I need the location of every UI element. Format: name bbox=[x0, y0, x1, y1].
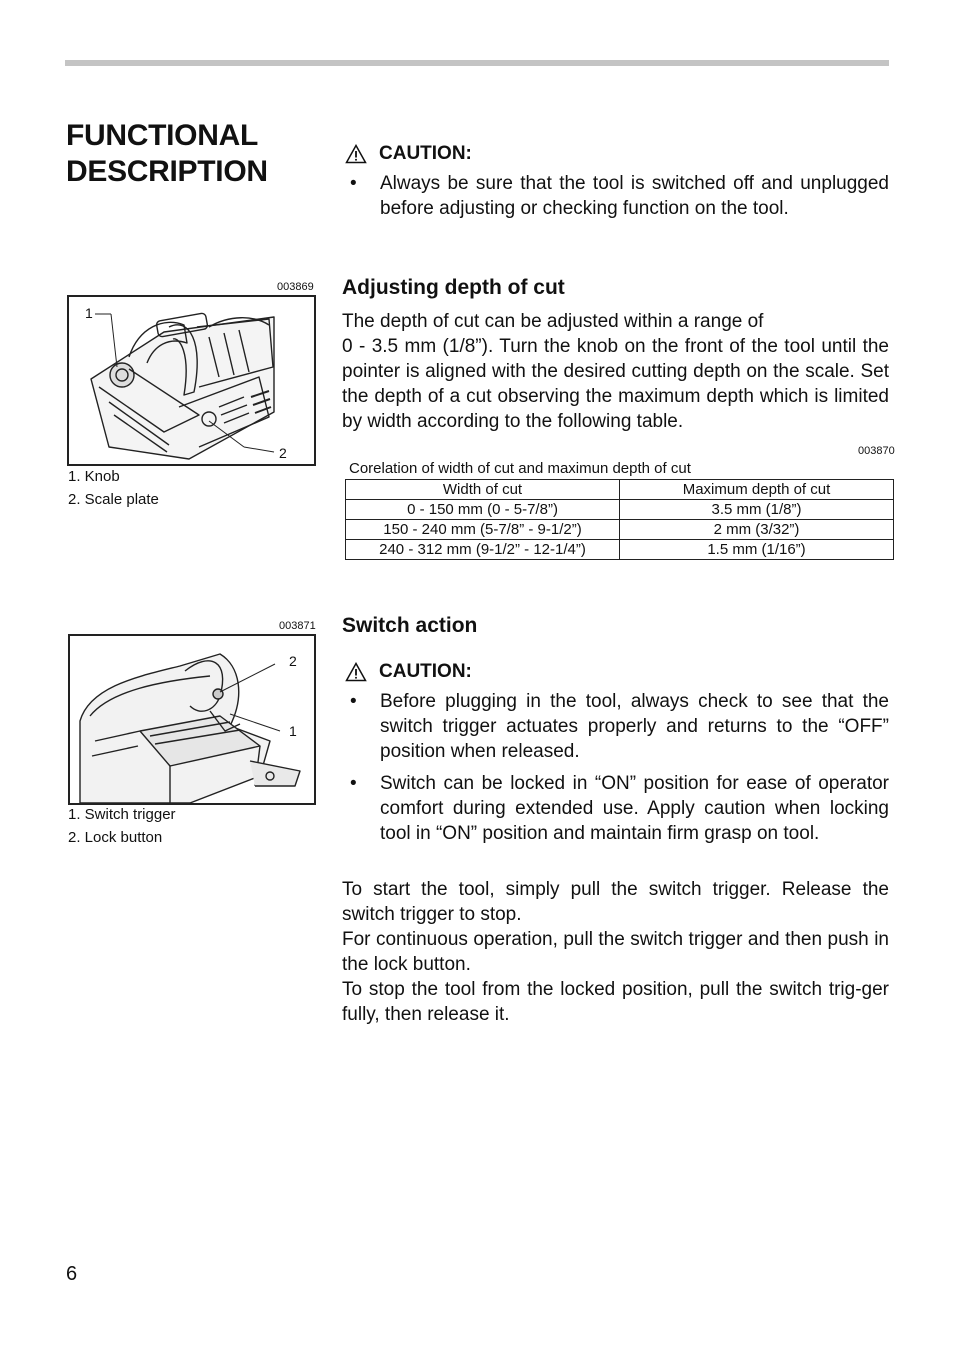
table-row bbox=[346, 500, 894, 520]
table-header-width: Width of cut bbox=[346, 480, 620, 500]
section-heading-depth: Adjusting depth of cut bbox=[342, 276, 565, 299]
figure-code: 003869 bbox=[277, 281, 314, 293]
warning-triangle-icon bbox=[345, 662, 367, 682]
table-cell: 3.5 mm (1/8”) bbox=[620, 500, 894, 520]
table-cell: 1.5 mm (1/16”) bbox=[620, 540, 894, 560]
caution-heading bbox=[345, 143, 472, 165]
caption-item-switch-trigger: 1. Switch trigger bbox=[68, 806, 176, 823]
caption-item-knob: 1. Knob bbox=[68, 468, 120, 485]
caution-item: • Always be sure that the tool is switched off and unplugged before adjusting or checking function on the tool. bbox=[342, 171, 889, 221]
table-code: 003870 bbox=[858, 445, 895, 457]
page-title bbox=[66, 118, 268, 190]
table-cell: 150 - 240 mm (5-7/8” - 9-1/2”) bbox=[346, 520, 620, 540]
figure-caption-switch bbox=[68, 803, 176, 849]
table-row bbox=[346, 540, 894, 560]
warning-triangle-icon bbox=[345, 144, 367, 164]
planer-handle-illustration bbox=[70, 636, 314, 803]
switch-para-stop: To stop the tool from the locked position, pull the switch trig-ger fully, then release it. bbox=[342, 979, 889, 1025]
switch-caution-list bbox=[342, 689, 889, 853]
page-title-line-1: FUNCTIONAL bbox=[66, 119, 258, 152]
switch-para-start: To start the tool, simply pull the switch trigger. Release the switch trigger to stop. bbox=[342, 879, 889, 925]
figure-switch bbox=[68, 634, 316, 805]
top-rule bbox=[65, 60, 889, 66]
table-row bbox=[346, 520, 894, 540]
page-number: 6 bbox=[66, 1263, 78, 1285]
depth-body: 0 - 3.5 mm (1/8”). Turn the knob on the front of the tool until the pointer is aligned with the desired cutting depth on the scale. Set the depth of a cut observing the maximum depth which is limited by width according to the following table. bbox=[342, 336, 889, 432]
caption-item-lock-button: 2. Lock button bbox=[68, 829, 163, 846]
figure-knob bbox=[67, 295, 316, 466]
callout-2: 2 bbox=[279, 445, 287, 461]
caption-item-scale-plate: 2. Scale plate bbox=[68, 491, 159, 508]
section-heading-switch: Switch action bbox=[342, 614, 478, 637]
table-header-depth: Maximum depth of cut bbox=[620, 480, 894, 500]
caution-heading-switch bbox=[345, 661, 472, 683]
caution-item: • Switch can be locked in “ON” position for ease of operator comfort during extended use. Apply caution when locking tool in “ON” position and maintain firm grasp on tool. bbox=[342, 771, 889, 846]
caution-label: CAUTION: bbox=[379, 661, 472, 682]
depth-table bbox=[345, 479, 894, 560]
table-caption: Corelation of width of cut and maximun depth of cut bbox=[349, 460, 691, 477]
caution-item: • Before plugging in the tool, always check to see that the switch trigger actuates properly and returns to the “OFF” position when released. bbox=[342, 689, 889, 764]
caution-label: CAUTION: bbox=[379, 143, 472, 164]
callout-2: 2 bbox=[289, 653, 297, 669]
figure-code: 003871 bbox=[279, 620, 316, 632]
page-title-line-2: DESCRIPTION bbox=[66, 155, 268, 188]
callout-1: 1 bbox=[85, 305, 93, 321]
table-cell: 0 - 150 mm (0 - 5-7/8”) bbox=[346, 500, 620, 520]
switch-para-continuous: For continuous operation, pull the switch trigger and then push in the lock button. bbox=[342, 929, 889, 975]
table-cell: 240 - 312 mm (9-1/2” - 12-1/4”) bbox=[346, 540, 620, 560]
table-cell: 2 mm (3/32”) bbox=[620, 520, 894, 540]
caution-list bbox=[342, 171, 889, 228]
planer-front-illustration bbox=[69, 297, 314, 464]
figure-caption-knob bbox=[68, 465, 159, 511]
table-header-row bbox=[346, 480, 894, 500]
depth-body-line-1: The depth of cut can be adjusted within a range of bbox=[342, 311, 764, 332]
callout-1: 1 bbox=[289, 723, 297, 739]
